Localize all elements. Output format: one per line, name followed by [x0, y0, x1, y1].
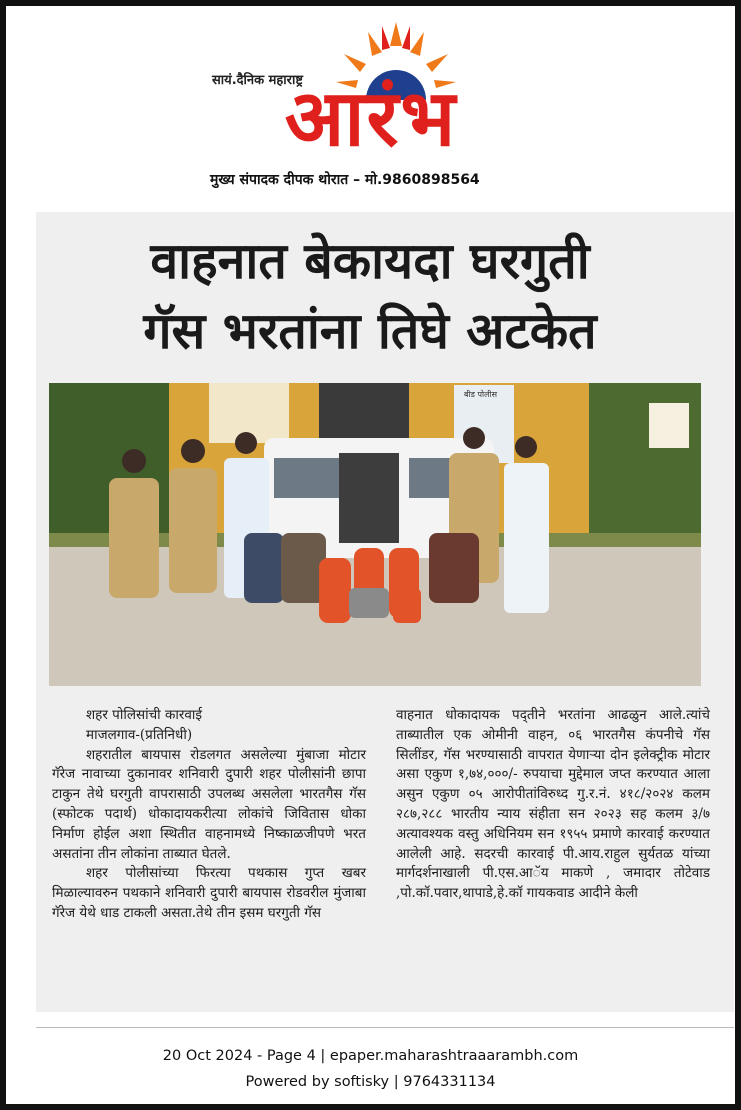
editor-line: मुख्य संपादक दीपक थोरात – मो.9860898564	[210, 172, 480, 188]
article-headline	[40, 226, 700, 366]
article-subheading: शहर पोलिसांची कारवाई	[86, 707, 202, 723]
headline-line-2: गॅस भरतांना तिघे अटकेत	[143, 302, 597, 360]
masthead-tagline: सायं.दैनिक महाराष्ट्र	[212, 73, 303, 88]
footer-edition-info[interactable]: 20 Oct 2024 - Page 4 | epaper.maharashtraaarambh.com	[162, 1048, 579, 1064]
article-column-left	[52, 706, 366, 924]
article-photo	[49, 383, 701, 686]
article-dateline: माजलगाव-(प्रतिनिधी)	[86, 726, 193, 743]
article-column-right	[396, 706, 710, 904]
footer-divider	[36, 1027, 734, 1028]
article-paragraph: शहरातील बायपास रोडलगत असलेल्या मुंबाजा मोटार गॅरेज नावाच्या दुकानावर शनिवारी दुपारी शहर पोलीसांनी छापा टाकुन तेथे घरगुती वापरासाठी उपलब्ध असलेला भारतगैस गॅस (स्फोटक पदार्थ) धोकादायकरीत्या लोकांचे जिवितास धोका निर्माण होईल अशा स्थितीत वाहनामध्ये निष्काळजीपणे भरत असतांना तीन लोकांना ताब्यात घेतले.	[52, 746, 366, 862]
photo-sign-text: बीड पोलीस	[464, 390, 497, 399]
article-paragraph: शहर पोलीसांच्या फिरत्या पथकास गुप्त खबर मिळाल्यावरुन पथकाने शनिवारी दुपारी बायपास रोडवरील मुंजाबा गॅरेज येथे धाड टाकली असता.तेथे तीन इसम घरगुती गॅस	[52, 865, 366, 921]
masthead	[0, 6, 741, 206]
police-seizure-photo	[49, 383, 701, 686]
headline-line-1: वाहनात बेकायदा घरगुती	[150, 232, 590, 290]
article-paragraph: वाहनात धोकादायक पद्तीने भरतांना आढळुन आले.त्यांचे ताब्यातील एक ओमीनी वाहन, ०६ भारतगैस कंपनीचे गॅस सिलींडर, गॅस भरण्यासाठी वापरात येणाऱ्या दोन इलेक्ट्रीक मोटार असा एकुण १,७४,०००/- रुपयाचा मुद्देमाल जप्त करण्यात आला असुन एकुण ०५ आरोपीतांविरुध्द गु.र.नं. ४१८/२०२४ कलम २८७,२८८ भारतीय न्याय संहीता सन २०२३ सह कलम ३/७ अत्यावश्यक वस्तु अधिनियम सन १९५५ प्रमाणे कारवाई करण्यात आलेली आहे. सदरची कारवाई पी.आय.राहुल सुर्यतळ यांच्या मार्गदर्शनाखाली पी.एस.आॅय माकणे , जमादार तोटेवाड ,पो.कॉ.पवार,थापाडे,हे.कॉ गायकवाड आदीने केली	[396, 707, 710, 902]
footer-powered-by: Powered by softisky | 9764331134	[245, 1074, 496, 1090]
newspaper-logo: आरंभ	[284, 74, 458, 164]
